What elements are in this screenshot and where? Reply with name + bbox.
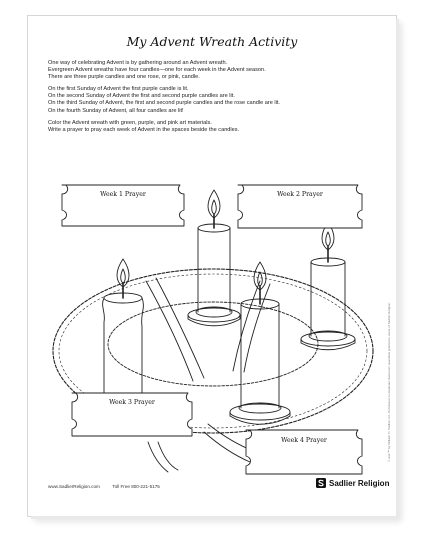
sunday-paragraph: [48, 86, 378, 114]
text-line: Write a prayer to pray each week of Advent in the spaces beside the candles.: [48, 126, 240, 133]
text-line: Evergreen Advent wreaths have four candles—one for each week in the Advent season.: [48, 67, 266, 74]
intro-text: [48, 60, 378, 139]
brand-name: Sadlier Religion: [329, 478, 390, 488]
week-3-prayer-label: Week 3 Prayer: [109, 399, 155, 406]
week-2-prayer-label: Week 2 Prayer: [277, 191, 323, 198]
week-4-prayer-label: Week 4 Prayer: [281, 437, 327, 444]
week-2-prayer-box[interactable]: [238, 185, 362, 228]
text-line: On the third Sunday of Advent, the first and second purple candles and the rose candle are lit.: [48, 100, 280, 107]
text-line: Color the Advent wreath with green, purple, and pink art materials.: [48, 119, 212, 126]
week-3-prayer-box[interactable]: [72, 393, 192, 436]
week-1-prayer-box[interactable]: [62, 185, 184, 226]
copyright-text: © and ™ by William H. Sadlier, Inc. Permission to duplicate classroom quantities granted to users of Sadlier Religion.: [387, 301, 391, 462]
footer-phone: Toll Free 800-221-5175: [112, 484, 160, 489]
text-line: There are three purple candles and one rose, or pink, candle.: [48, 74, 200, 81]
text-line: On the first Sunday of Advent the first purple candle is lit.: [48, 86, 189, 93]
week-1-prayer-label: Week 1 Prayer: [100, 191, 146, 198]
text-line: On the fourth Sunday of Advent, all four candles are lit!: [48, 107, 184, 114]
footer-website[interactable]: www.SadlierReligion.com: [48, 484, 100, 489]
page-title: My Advent Wreath Activity: [126, 34, 298, 49]
worksheet-page: [28, 16, 396, 516]
sadlier-s-logo-icon: [316, 478, 326, 488]
advent-wreath-illustration: [28, 166, 396, 486]
copyright-strip: [386, 166, 392, 466]
week-4-prayer-box[interactable]: [246, 430, 362, 474]
candle-3-icon: [95, 259, 151, 414]
footer-brand: [316, 478, 389, 488]
candle-1-icon: [188, 190, 240, 326]
intro-paragraph: [48, 60, 378, 81]
footer-contact: [48, 484, 160, 489]
text-line: One way of celebrating Advent is by gathering around an Advent wreath.: [48, 60, 228, 66]
text-line: On the second Sunday of Advent the first and second purple candles are lit.: [48, 93, 235, 100]
instruction-paragraph: [48, 120, 378, 134]
